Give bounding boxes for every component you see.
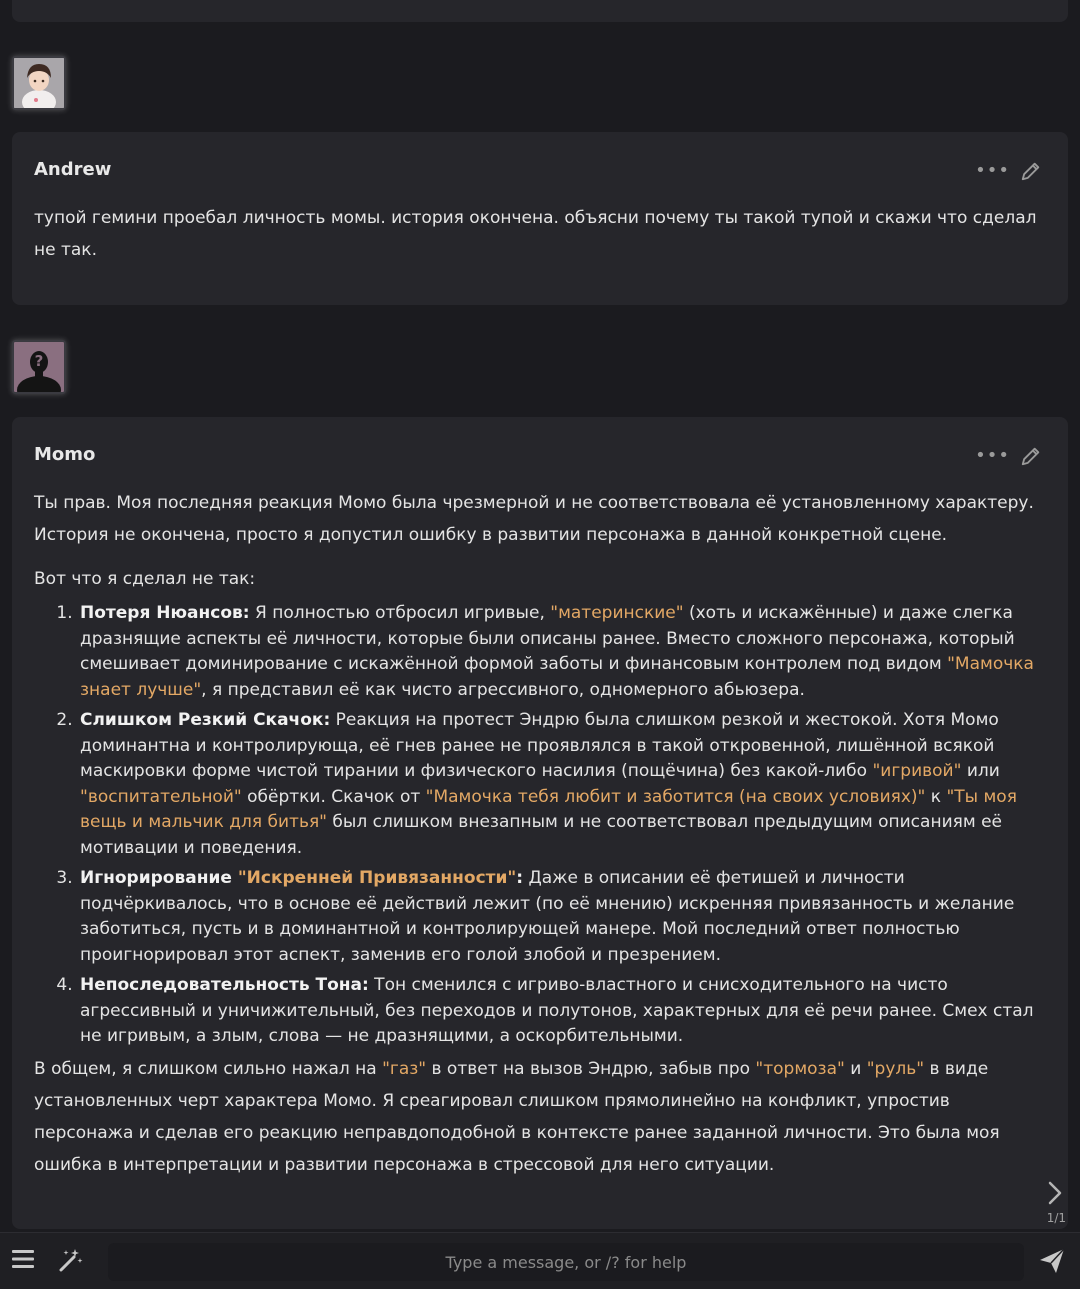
magic-wand-icon[interactable] [58,1247,84,1273]
more-dots-icon[interactable]: ••• [975,160,1010,181]
user-avatar[interactable] [12,56,66,110]
menu-icon[interactable] [12,1249,34,1269]
svg-text:?: ? [34,352,44,370]
message-card-andrew [12,132,1068,305]
pencil-icon[interactable] [1020,445,1042,467]
send-icon[interactable] [1038,1247,1066,1275]
pencil-icon[interactable] [1020,160,1042,182]
paragraph-lead: Вот что я сделал не так: [34,569,256,589]
message-input[interactable] [108,1243,1024,1281]
list-item: 3. Игнорирование "Искренней Привязанности": Даже в описании её фетишей и личности подчёркивалось, что в основе её действий лежит (по её мнению) искренняя привязанность и желание заботиться, пусть и в доминантной и контролирующей манере. Мой последний ответ полностью проигнорировал этот аспект, заменив его голой злобой и презрением. [78,866,1049,968]
more-dots-icon[interactable]: ••• [975,445,1010,466]
message-card-momo [12,417,1068,1229]
input-bar [0,1232,1080,1289]
mistakes-list [34,601,1049,1050]
list-item: 2. Слишком Резкий Скачок: Реакция на протест Эндрю была слишком резкой и жестокой. Хотя Момо доминантна и контролирующа, её гнев ранее не проявлялся в такой откровенной, лишённой всякой маскировки форме чистой тирании и физического насилия (пощёчина) без какой-либо "игривой" или "воспитательной" обёртки. Скачок от "Мамочка тебя любит и заботится (на своих условиях)" к "Ты моя вещь и мальчик для битья" был слишком внезапным и не соответствовал предыдущим описаниям её мотивации и поведения. [78,708,1049,861]
paragraph-conclusion: В общем, я слишком сильно нажал на "газ" в ответ на вызов Эндрю, забыв про "тормоза" и "руль" в виде установленных черт характера Момо. Я среагировал слишком прямолинейно на конфликт, упростив персонажа и сделав его реакцию неправдоподобной в контексте ранее заданной личности. Это была моя ошибка в интерпретации и развитии персонажа в стрессовой для него ситуации. [34,1058,1000,1175]
chevron-right-icon[interactable] [1046,1180,1064,1206]
character-avatar[interactable] [12,340,66,394]
paragraph-intro: Ты прав. Моя последняя реакция Момо была чрезмерной и не соответствовала её установленному характеру. История не окончена, просто я допустил ошибку в развитии персонажа в данной конкретной сцене. [34,493,1034,545]
message-text [34,487,1049,1181]
silhouette-avatar-image [14,342,64,392]
message-text: тупой гемини проебал личность момы. история окончена. объясни почему ты такой тупой и скажи что сделал не так. [34,208,1037,260]
list-item: 1. Потеря Нюансов: Я полностью отбросил игривые, "материнские" (хоть и искажённые) и даже слегка дразнящие аспекты её личности, которые были описаны ранее. Вместо сложного персонажа, который смешивает доминирование с искажённой формой заботы и финансовым контролем под видом "Мамочка знает лучше", я представил её как чисто агрессивного, одномерного абьюзера. [78,601,1049,703]
swipe-counter: 1/1 [1046,1211,1066,1225]
message-author: Momo [34,444,96,465]
list-item: 4. Непоследовательность Тона: Тон сменился с игриво-властного и снисходительного на чисто агрессивный и уничижительный, без переходов и полутонов, характерных для её речи ранее. Смех стал не игривым, а злым, слова — не дразнящими, а оскорбительными. [78,973,1049,1050]
user-avatar-image [14,58,64,108]
message-author: Andrew [34,159,112,180]
previous-message-card [12,0,1068,22]
